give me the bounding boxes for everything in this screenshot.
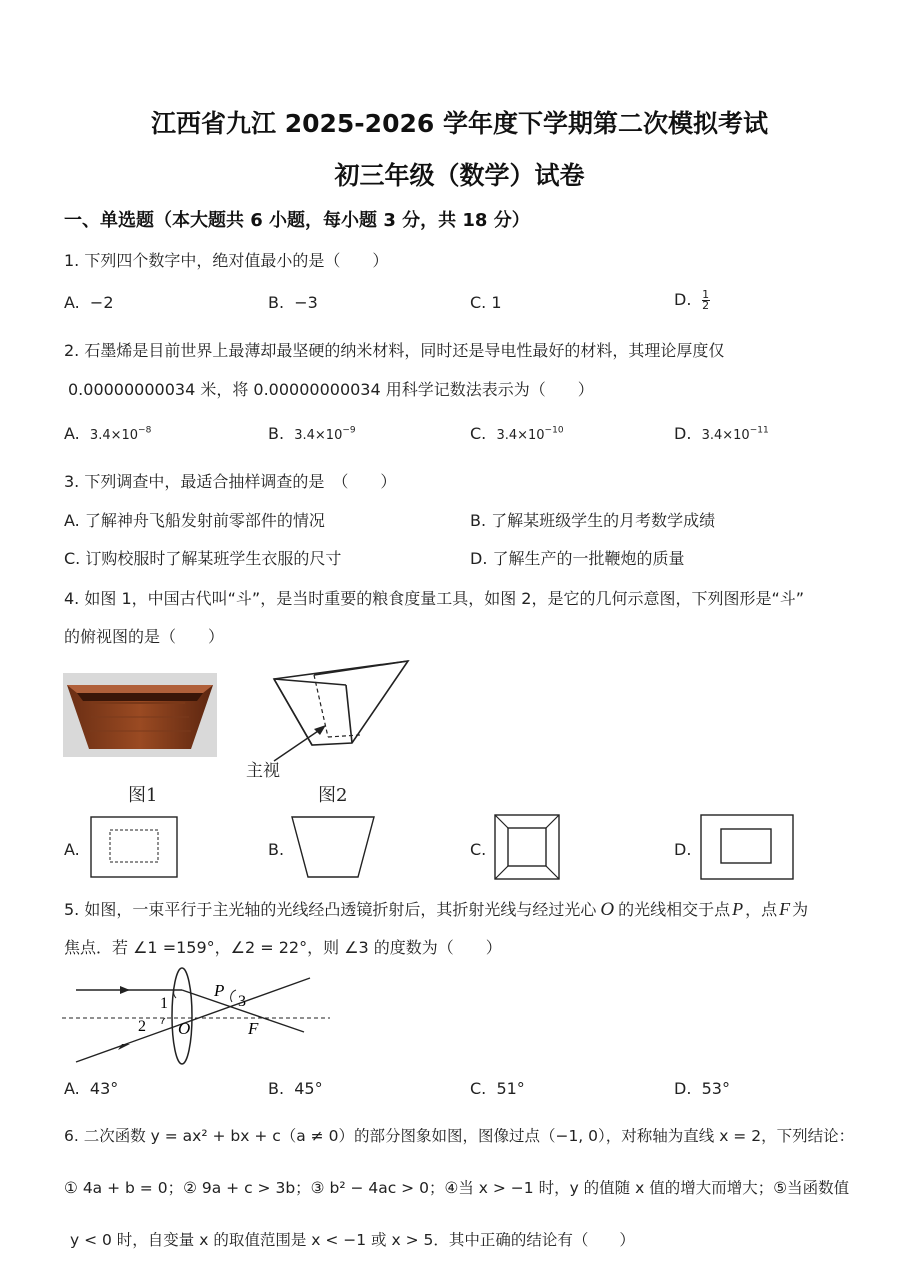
- q3-option-d[interactable]: [470, 546, 685, 569]
- option-label: D.: [674, 1079, 692, 1098]
- q1-option-b[interactable]: [268, 293, 318, 312]
- question-2-stem-line2: 0.00000000034 米，将 0.00000000034 用科学记数法表示为（ ）: [68, 380, 594, 399]
- q5-option-c[interactable]: [470, 1079, 525, 1098]
- q3-option-c[interactable]: [64, 546, 341, 569]
- question-6-line3: y < 0 时，自变量 x 的取值范围是 x < −1 或 x > 5．其中正确的结论有（ ）: [70, 1231, 635, 1249]
- option-text: 1: [491, 293, 502, 312]
- q5-text-b: 的光线相交于点: [618, 900, 731, 919]
- exam-subtitle: 初三年级（数学）试卷: [334, 161, 585, 190]
- question-4-stem-line2: 的俯视图的是（ ）: [64, 627, 225, 646]
- q1-option-d[interactable]: [674, 290, 710, 311]
- option-base: 3.4×10: [89, 428, 139, 443]
- q4-option-c-label[interactable]: C.: [470, 840, 487, 859]
- q2-option-b[interactable]: [268, 424, 356, 443]
- dou-photo-figure: [63, 673, 217, 757]
- option-text: 51°: [496, 1079, 525, 1098]
- option-base: 3.4×10: [496, 428, 545, 443]
- q1-option-c[interactable]: [470, 293, 502, 312]
- q4-option-c-figure[interactable]: [494, 814, 560, 880]
- angle-1-label: 1: [160, 995, 168, 1012]
- option-exponent: −11: [749, 425, 769, 436]
- option-text: −3: [294, 293, 318, 312]
- option-label: C.: [64, 549, 81, 568]
- option-label: A.: [64, 511, 80, 530]
- q5-text-a: 5. 如图，一束平行于主光轴的光线经凸透镜折射后，其折射光线与经过光心: [64, 900, 597, 919]
- point-f-label: F: [248, 1019, 259, 1038]
- lens-diagram: [62, 964, 334, 1068]
- question-2-stem-line1: 2. 石墨烯是目前世界上最薄却最坚硬的纳米材料，同时还是导电性最好的材料，其理论厚度仅: [64, 341, 725, 360]
- q5-point-p: P: [732, 899, 744, 919]
- question-6-line1: 6. 二次函数 y = ax² + bx + c（a ≠ 0）的部分图象如图，图像过点（−1, 0），对称轴为直线 x = 2，下列结论：: [64, 1127, 855, 1145]
- option-label: C.: [470, 293, 487, 312]
- q5-text-d: 为: [792, 900, 809, 919]
- option-label: B.: [268, 424, 285, 443]
- option-label: B.: [268, 293, 285, 312]
- denominator: 2: [702, 299, 710, 312]
- angle-3-label: 3: [238, 993, 246, 1010]
- option-exponent: −9: [342, 425, 356, 436]
- q2-option-d[interactable]: [674, 424, 769, 443]
- question-4-stem-line1: 4. 如图 1，中国古代叫“斗”，是当时重要的粮食度量工具，如图 2，是它的几何示意图，下列图形是“斗”: [64, 589, 805, 608]
- point-p-label: P: [214, 981, 225, 1000]
- option-label: B.: [470, 511, 487, 530]
- fraction: [702, 290, 710, 311]
- q4-option-d-figure[interactable]: [700, 814, 794, 880]
- option-label: C.: [470, 424, 487, 443]
- option-text: −2: [89, 293, 114, 312]
- q4-option-a-label[interactable]: A.: [64, 840, 80, 859]
- point-o-label: O: [178, 1019, 191, 1038]
- option-text: 了解某班级学生的月考数学成绩: [491, 511, 716, 530]
- figure-1-caption: 图1: [128, 785, 158, 806]
- option-text: 了解神舟飞船发射前零部件的情况: [84, 511, 325, 530]
- section-heading: 一、单选题（本大题共 6 小题，每小题 3 分，共 18 分）: [64, 210, 530, 231]
- q5-option-d[interactable]: [674, 1079, 730, 1098]
- q4-option-a-figure[interactable]: [90, 816, 178, 878]
- q2-option-c[interactable]: [470, 424, 564, 443]
- q2-option-a[interactable]: [64, 424, 151, 443]
- option-exponent: −8: [138, 425, 152, 436]
- question-6-line2: ① 4a + b = 0；② 9a + c > 3b；③ b² − 4ac > 0；④当 x > −1 时，y 的值随 x 值的增大而增大；⑤当函数值: [64, 1179, 850, 1197]
- question-5-stem-line1: [64, 897, 808, 921]
- option-label: B.: [268, 1079, 285, 1098]
- option-label: A.: [64, 1079, 80, 1098]
- option-text: 43°: [89, 1079, 119, 1098]
- q5-option-a[interactable]: [64, 1079, 118, 1098]
- question-5-stem-line2: 焦点．若 ∠1 =159°，∠2 = 22°，则 ∠3 的度数为（ ）: [64, 938, 502, 957]
- q4-option-b-figure[interactable]: [290, 815, 376, 879]
- option-label: D.: [470, 549, 488, 568]
- q5-text-c: ，点: [745, 900, 778, 919]
- option-text: 53°: [701, 1079, 730, 1098]
- main-view-label: 主视: [246, 761, 280, 781]
- option-base: 3.4×10: [294, 428, 343, 443]
- question-3-stem: 3. 下列调查中，最适合抽样调查的是 （ ）: [64, 472, 397, 491]
- option-text: 45°: [294, 1079, 323, 1098]
- q3-option-a[interactable]: [64, 508, 325, 531]
- q5-point-f: F: [779, 899, 791, 919]
- q3-option-b[interactable]: [470, 508, 715, 531]
- angle-2-label: 2: [138, 1018, 146, 1035]
- option-label: D.: [674, 424, 692, 443]
- q5-point-o: O: [600, 899, 615, 920]
- exam-title: 江西省九江 2025-2026 学年度下学期第二次模拟考试: [151, 109, 768, 138]
- option-text: 订购校服时了解某班学生衣服的尺寸: [85, 549, 342, 568]
- option-label: A.: [64, 424, 80, 443]
- option-exponent: −10: [544, 425, 564, 436]
- option-label: C.: [470, 1079, 487, 1098]
- option-text: 了解生产的一批鞭炮的质量: [492, 549, 685, 568]
- question-1-stem: 1. 下列四个数字中，绝对值最小的是（ ）: [64, 251, 389, 270]
- numerator: 1: [702, 288, 710, 301]
- q4-option-b-label[interactable]: B.: [268, 840, 285, 859]
- q4-option-d-label[interactable]: D.: [674, 840, 692, 859]
- option-label: A.: [64, 293, 80, 312]
- option-base: 3.4×10: [701, 428, 750, 443]
- option-label: D.: [674, 290, 692, 309]
- q1-option-a[interactable]: [64, 293, 114, 312]
- figure-2-caption: 图2: [318, 785, 348, 806]
- q5-option-b[interactable]: [268, 1079, 323, 1098]
